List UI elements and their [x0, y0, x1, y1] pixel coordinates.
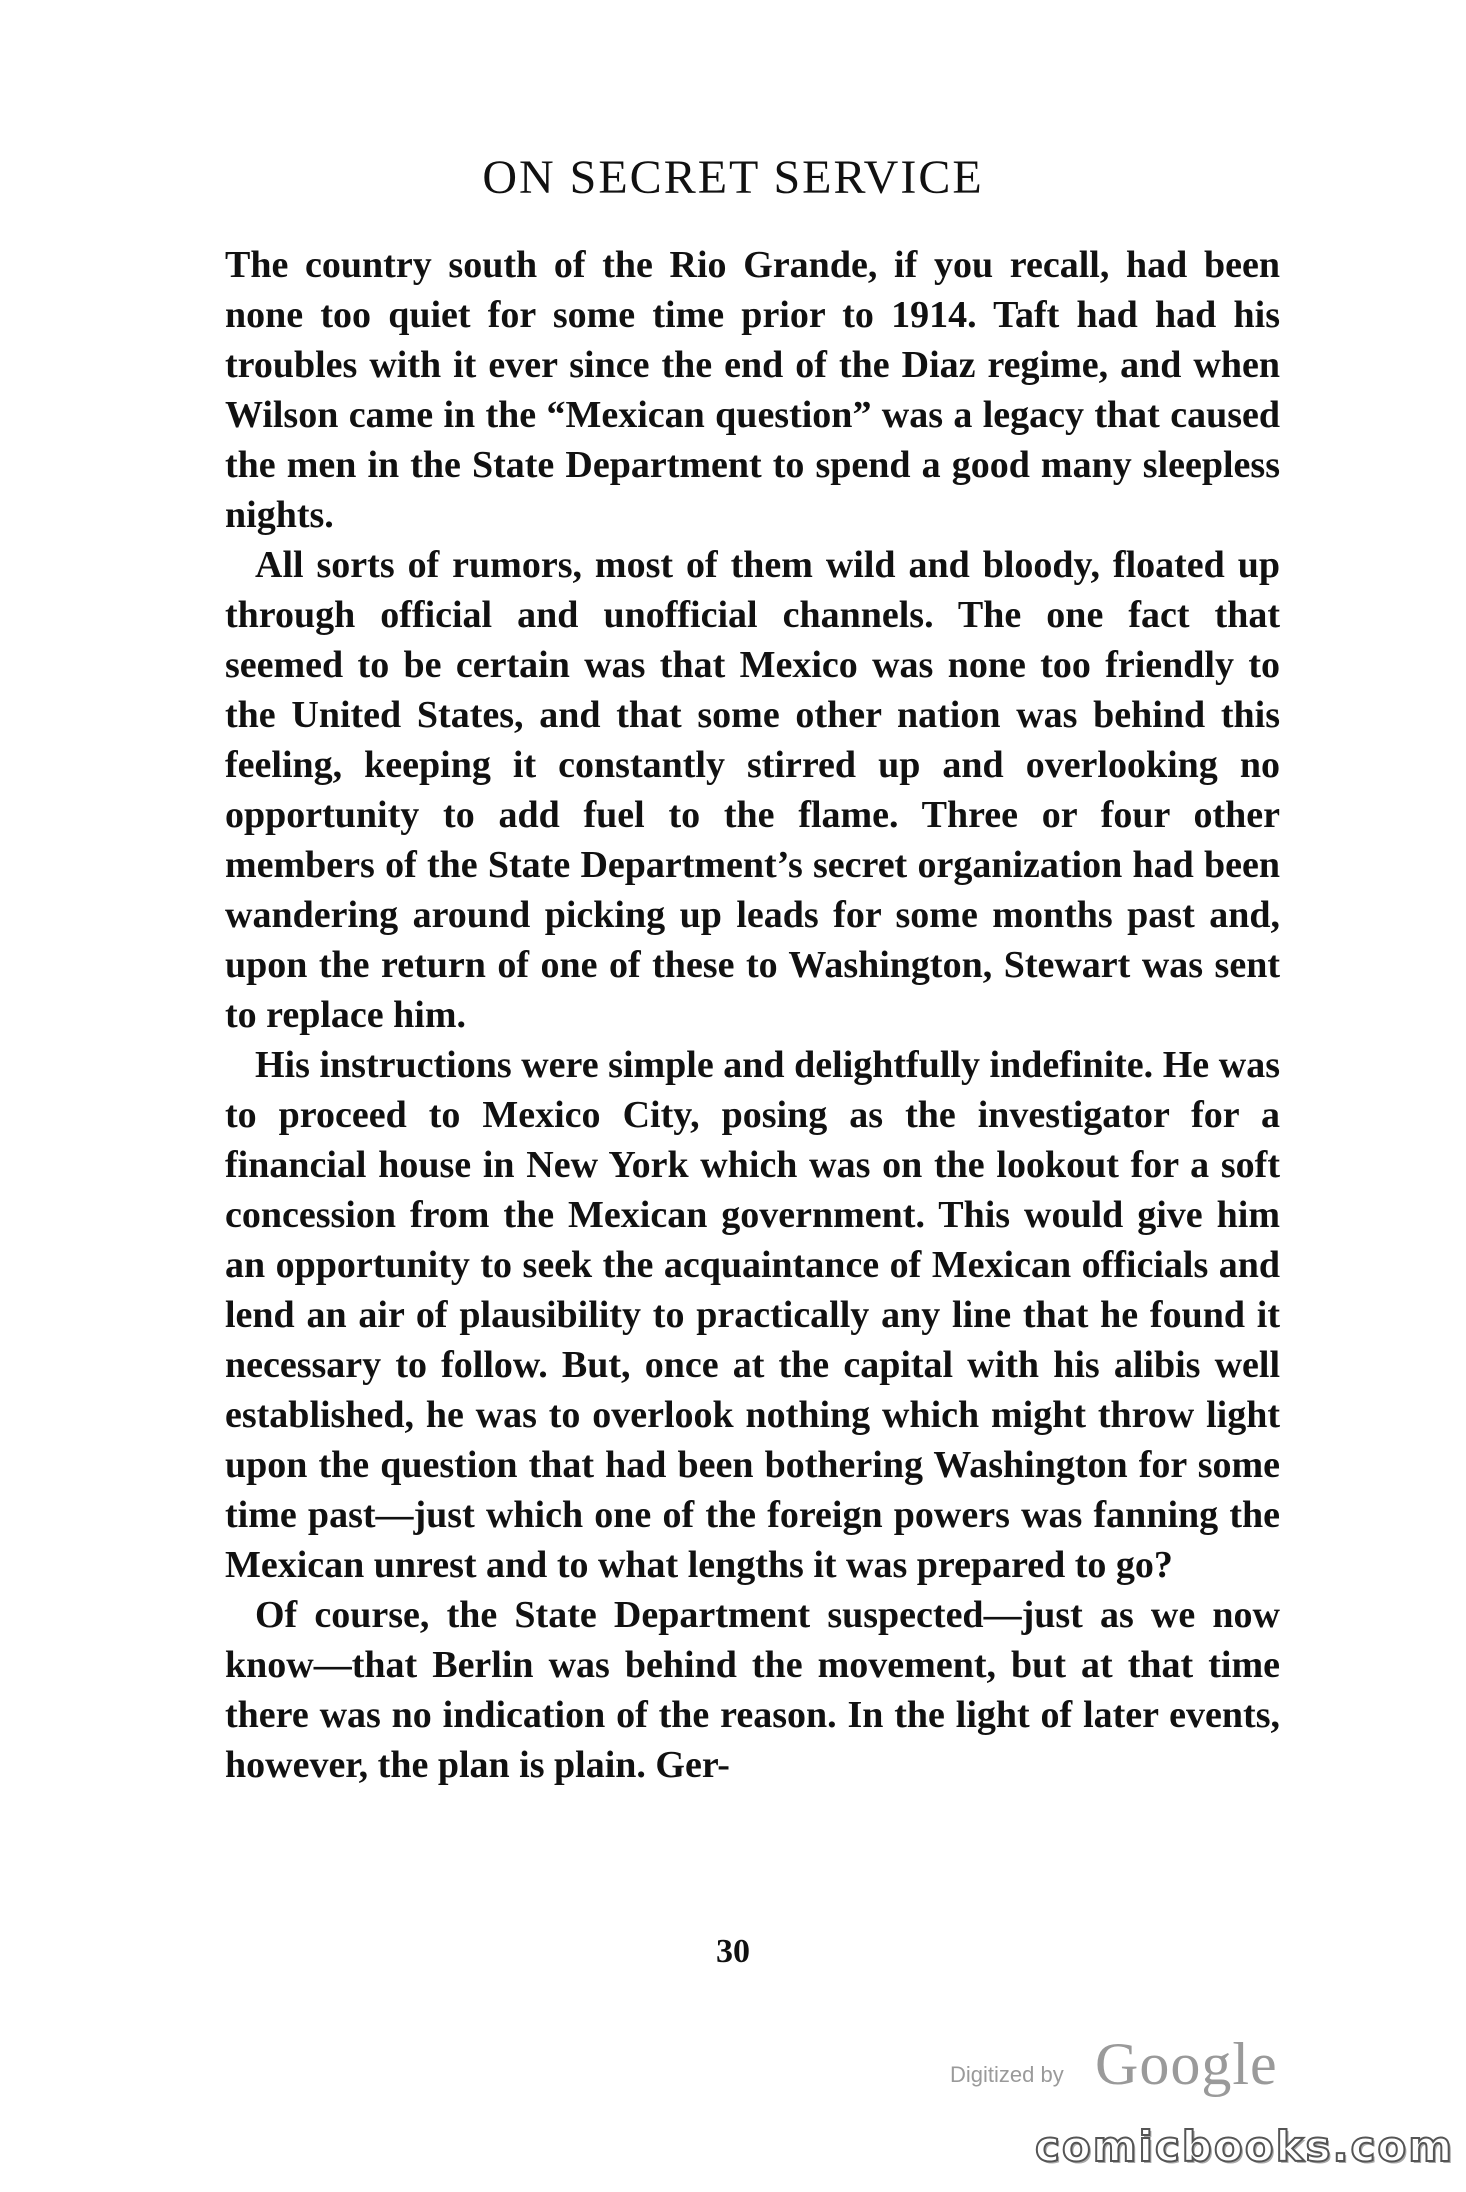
paragraph: All sorts of rumors, most of them wild and bloody, floated up through official and unofficial channels. The one fact that seemed to be certain was that Mexico was none too friendly to the United States, and that some other nation was behind this feeling, keeping it constantly stirred up and overlooking no opportunity to add fuel to the flame. Three or four other members of the State Department’s secret organization had been wandering around picking up leads for some months past and, upon the return of one of these to Washington, Stewart was sent to replace him.	[225, 544, 1280, 1036]
page-number: 30	[716, 1933, 750, 1970]
body-text	[225, 240, 1280, 1790]
paragraph: The country south of the Rio Grande, if you recall, had been none too quiet for some time prior to 1914. Taft had had his troubles with it ever since the end of the Diaz regime, and when Wilson came in the “Mexican question” was a legacy that caused the men in the State Department to spend a good many sleepless nights.	[225, 244, 1280, 536]
digitized-by-label: Digitized by	[950, 2062, 1064, 2087]
running-title: ON SECRET SERVICE	[482, 151, 984, 204]
paragraph: Of course, the State Department suspected—just as we now know—that Berlin was behind the movement, but at that time there was no indication of the reason. In the light of later events, however, the plan is plain. Ger-	[225, 1594, 1280, 1786]
google-logo: Google	[1095, 2031, 1278, 2097]
digitized-by-stamp	[950, 2030, 1278, 2100]
paragraph: His instructions were simple and delightfully indefinite. He was to proceed to Mexico City, posing as the investigator for a financial house in New York which was on the lookout for a soft concession from the Mexican government. This would give him an opportunity to seek the acquaintance of Mexican officials and lend an air of plausibility to practically any line that he found it necessary to follow. But, once at the capital with his alibis well established, he was to overlook nothing which might throw light upon the question that had been bothering Washington for some time past—just which one of the foreign powers was fanning the Mexican unrest and to what lengths it was prepared to go?	[225, 1044, 1280, 1586]
site-watermark: comicbooks.com	[1035, 2122, 1454, 2171]
